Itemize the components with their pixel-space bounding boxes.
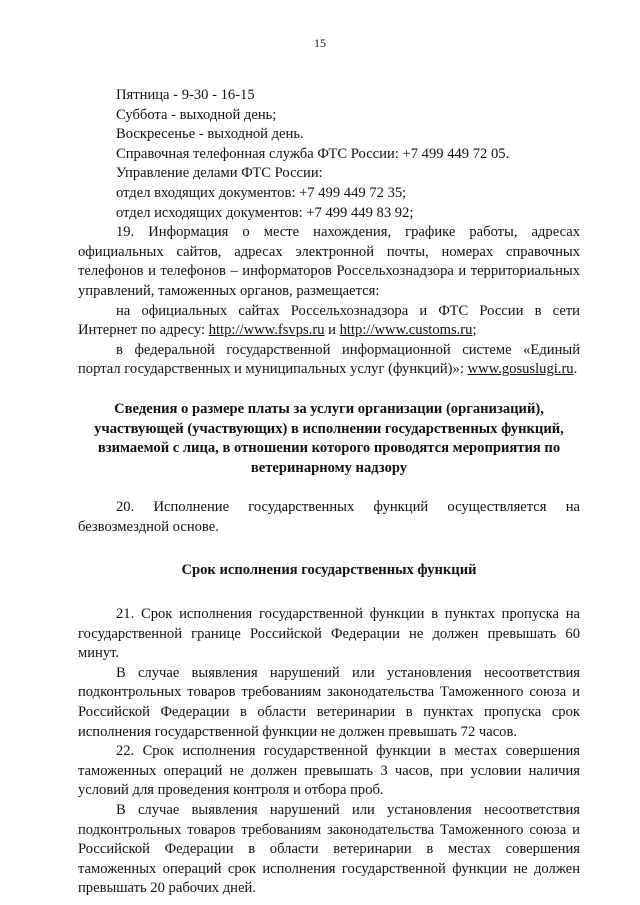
item-19-paragraph: 19. Информация о месте нахождения, графике работы, адресах официальных сайтов, адресах электронной почты, номерах справочных телефонов и телефонов – информаторов Россельхознадзора и территориальных управлений, таможенных органов, размещается: bbox=[78, 224, 580, 299]
and-text: и bbox=[324, 322, 340, 339]
admin-title: Управление делами ФТС России: bbox=[116, 165, 323, 182]
outgoing-phone: отдел исходящих документов: +7 499 449 83 92; bbox=[116, 204, 414, 221]
item-21-paragraph: 21. Срок исполнения государственной функции в пунктах пропуска на государственной границе Российской Федерации не должен превышать 60 минут. bbox=[78, 606, 580, 662]
schedule-saturday: Суббота - выходной день; bbox=[116, 106, 277, 123]
item-20-paragraph: 20. Исполнение государственных функций осуществляется на безвозмездной основе. bbox=[78, 499, 580, 535]
fsvps-link[interactable]: http://www.fsvps.ru bbox=[208, 322, 325, 339]
item-19-portal bbox=[78, 341, 580, 380]
schedule-sunday: Воскресенье - выходной день. bbox=[116, 126, 304, 143]
heading-term: Срок исполнения государственных функций bbox=[181, 562, 477, 579]
sites-suffix: ; bbox=[472, 322, 477, 339]
item-21-violation-paragraph: В случае выявления нарушений или установления несоответствия подконтрольных товаров требованиям законодательства Таможенного союза и Российской Федерации в области ветеринарии в пунктах пропуска срок исполнения государственной функции не должен превышать 72 часов. bbox=[78, 664, 580, 740]
item-22-violation-paragraph: В случае выявления нарушений или установления несоответствия подконтрольных товаров требованиям законодательства Таможенного союза и Российской Федерации в области ветеринарии в местах совершения таможенных операций срок исполнения государственной функции не должен превышать 20 рабочих дней. bbox=[78, 802, 580, 897]
page-number: 15 bbox=[314, 36, 326, 50]
heading-fee: Сведения о размере платы за услуги организации (организаций), участвующей (участвующих) в исполнении государственных функций, взимаемой с лица, в отношении которого проводятся мероприятия по ветеринарному надзору bbox=[94, 400, 564, 476]
schedule-friday: Пятница - 9-30 - 16-15 bbox=[116, 87, 255, 103]
sites-prefix: на официальных сайтах Россельхознадзора и ФТС России в сети Интернет по адресу: bbox=[78, 302, 580, 339]
customs-link[interactable]: http://www.customs.ru bbox=[339, 322, 473, 339]
document-body bbox=[78, 86, 580, 899]
portal-prefix: в федеральной государственной информационной системе «Единый портал государственных и муниципальных услуг (функций)»: bbox=[78, 341, 580, 378]
item-22-paragraph: 22. Срок исполнения государственной функции в местах совершения таможенных операций не должен превышать 3 часов, при условии наличия условий для проведения контроля и отбора проб. bbox=[78, 743, 580, 799]
portal-suffix: . bbox=[573, 361, 578, 378]
incoming-phone: отдел входящих документов: +7 499 449 72 35; bbox=[116, 184, 407, 201]
reference-phone: Справочная телефонная служба ФТС России: +7 499 449 72 05. bbox=[116, 145, 510, 162]
gosuslugi-link[interactable]: www.gosuslugi.ru bbox=[467, 361, 574, 378]
item-19-sites bbox=[78, 302, 580, 341]
